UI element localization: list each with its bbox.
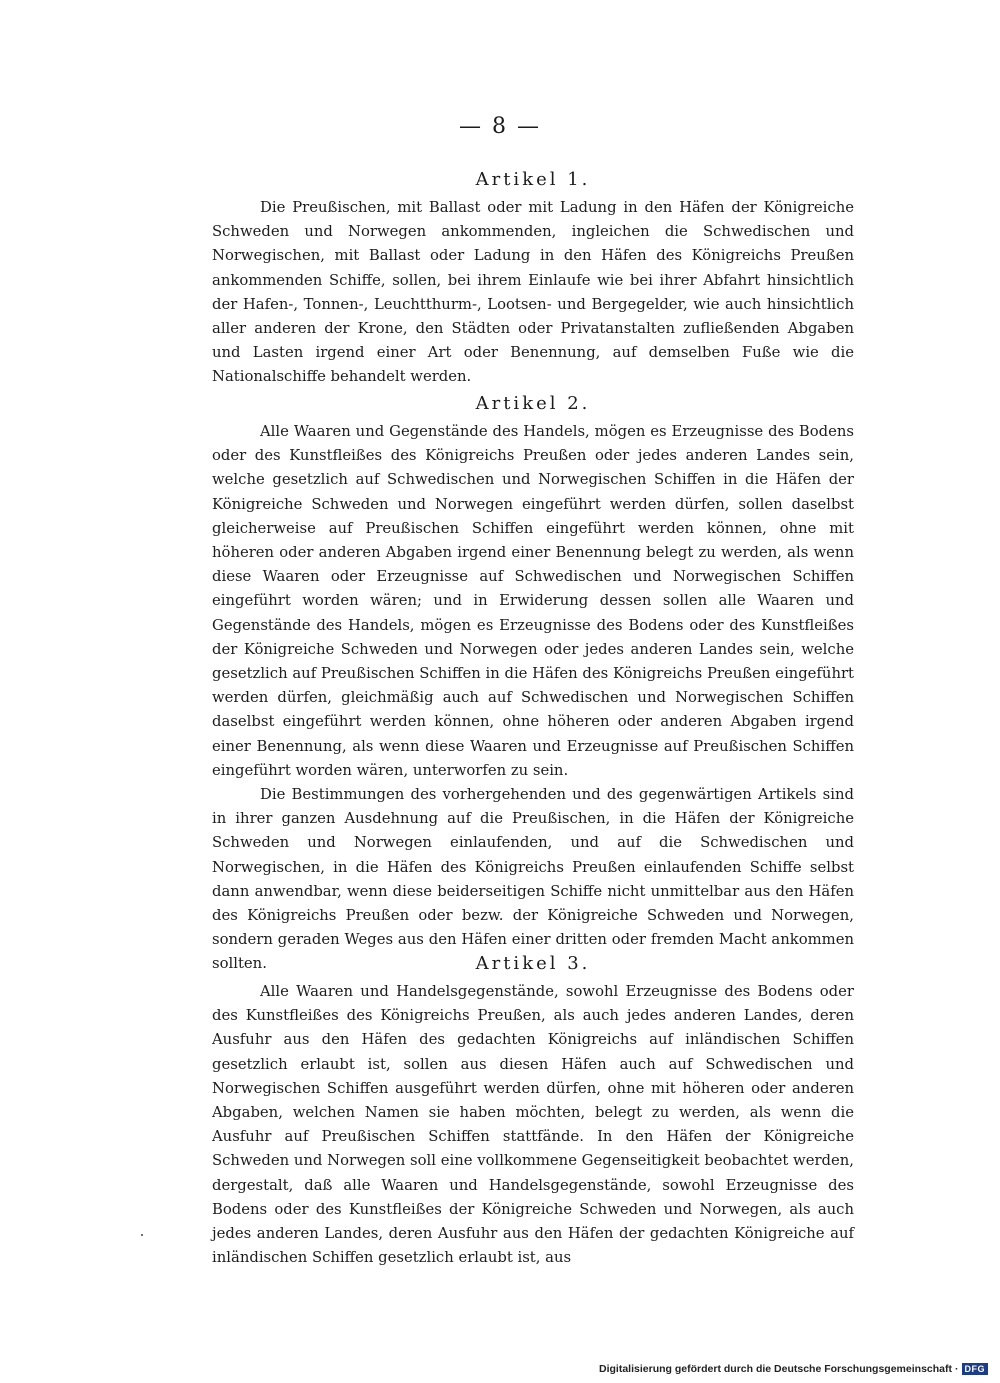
dfg-logo-icon: DFG (962, 1363, 989, 1375)
margin-mark (141, 1234, 143, 1236)
article-1 (212, 168, 854, 390)
article-2 (212, 392, 854, 977)
article-paragraph: Alle Waaren und Gegenstände des Handels, mögen es Erzeugnisse des Bodens oder des Kunstfleißes des Königreichs Preußen oder jedes anderen Landes sein, welche gesetzlich auf Schwedischen und Norwegischen Schiffen in die Häfen der Königreiche Schweden und Norwegen eingeführt werden dürfen, sollen daselbst gleicherweise auf Preußischen Schiffen eingeführt werden können, ohne mit höheren oder anderen Abgaben irgend einer Benennung belegt zu werden, als wenn diese Waaren oder Erzeugnisse auf Schwedischen und Norwegischen Schiffen eingeführt worden wären; und in Erwiderung dessen sollen alle Waaren und Gegenstände des Handels, mögen es Erzeugnisse des Bodens oder des Kunstfleißes der Königreiche Schweden und Norwegen oder jedes anderen Landes sein, welche gesetzlich auf Preußischen Schiffen in die Häfen des Königreichs Preußen eingeführt werden dürfen, gleichmäßig auch auf Schwedischen und Norwegischen Schiffen daselbst eingeführt werden können, ohne höheren oder anderen Abgaben irgend einer Benennung, als wenn diese Waaren und Erzeugnisse auf Preußischen Schiffen eingeführt worden wären, unterworfen zu sein. (212, 423, 854, 779)
article-paragraph: Die Preußischen, mit Ballast oder mit Ladung in den Häfen der Königreiche Schweden und Norwegen ankommenden, ingleichen die Schwedischen und Norwegischen, mit Ballast oder Ladung in den Häfen des Königreichs Preußen ankommenden Schiffe, sollen, bei ihrem Einlaufe wie bei ihrer Abfahrt hinsichtlich der Hafen-, Tonnen-, Leuchtthurm-, Lootsen- und Bergegelder, wie auch hinsichtlich aller anderen der Krone, den Städten oder Privatanstalten zufließenden Abgaben und Lasten irgend einer Art oder Benennung, auf demselben Fuße wie die Nationalschiffe behandelt werden. (212, 199, 854, 386)
article-paragraph: Alle Waaren und Handelsgegenstände, sowohl Erzeugnisse des Bodens oder des Kunstfleißes des Königreichs Preußen, als auch jedes anderen Landes, deren Ausfuhr aus den Häfen des gedachten Königreichs auf inländischen Schiffen gesetzlich erlaubt ist, sollen aus diesen Häfen auch auf Schwedischen und Norwegischen Schiffen ausgeführt werden dürfen, ohne mit höheren oder anderen Abgaben, welchen Namen sie haben möchten, belegt zu werden, als wenn die Ausfuhr auf Preußischen Schiffen stattfände. In den Häfen der Königreiche Schweden und Norwegen soll eine vollkommene Gegenseitigkeit beobachtet werden, dergestalt, daß alle Waaren und Handelsgegenstände, sowohl Erzeugnisse des Bodens oder des Kunstfleißes der Königreiche Schweden und Norwegen, als auch jedes anderen Landes, deren Ausfuhr aus den Häfen der gedachten Königreiche auf inländischen Schiffen gesetzlich erlaubt ist, aus (212, 983, 854, 1267)
article-heading: Artikel 3. (475, 953, 591, 974)
article-heading: Artikel 1. (475, 169, 591, 190)
footer (599, 1363, 988, 1375)
footer-separator: · (955, 1363, 959, 1375)
page-number: — 8 — (459, 114, 541, 139)
footer-text: Digitalisierung gefördert durch die Deutsche Forschungsgemeinschaft (599, 1363, 952, 1375)
article-paragraph: Die Bestimmungen des vorhergehenden und des gegenwärtigen Artikels sind in ihrer ganzen Ausdehnung auf die Preußischen, in die Häfen der Königreiche Schweden und Norwegen einlaufenden, und auf die Schwedischen und Norwegischen, in die Häfen des Königreichs Preußen einlaufenden Schiffe selbst dann anwendbar, wenn diese beiderseitigen Schiffe nicht unmittelbar aus den Häfen des Königreichs Preußen oder bezw. der Königreiche Schweden und Norwegen, sondern geraden Weges aus den Häfen einer dritten oder fremden Macht ankommen sollten. (212, 786, 854, 973)
article-3 (212, 952, 854, 1270)
article-heading: Artikel 2. (475, 393, 591, 414)
